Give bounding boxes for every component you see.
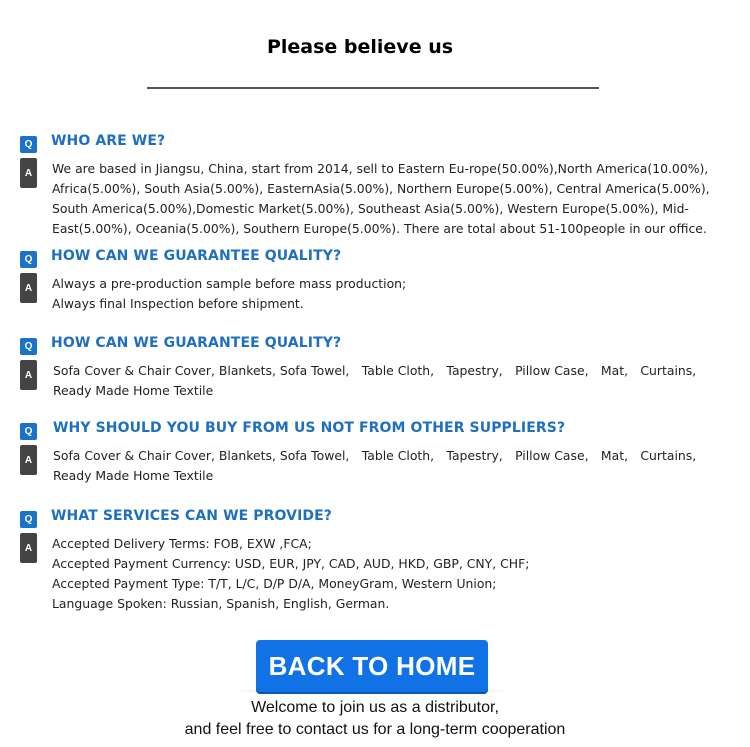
faq-answer [52, 534, 732, 614]
answer-line: South America(5.00%),Domestic Market(5.00%), Southeast Asia(5.00%), Western Europe(5.00%), Mid- [52, 201, 689, 216]
answer-line: Language Spoken: Russian, Spanish, English, German. [52, 596, 390, 611]
answer-badge: A [20, 273, 37, 303]
page-title: Please believe us [266, 36, 454, 58]
question-badge: Q [20, 136, 37, 153]
answer-line: East(5.00%), Oceania(5.00%), Southern Europe(5.00%). There are total about 51-100people in our office. [52, 221, 707, 236]
faq-question: WHY SHOULD YOU BUY FROM US NOT FROM OTHER SUPPLIERS? [53, 420, 566, 436]
faq-answer [53, 361, 733, 401]
answer-line: Africa(5.00%), South Asia(5.00%), EasternAsia(5.00%), Northern Europe(5.00%), Central America(5.00%), [52, 181, 710, 196]
faq-question: HOW CAN WE GUARANTEE QUALITY? [51, 248, 342, 264]
footer-line-2: and feel free to contact us for a long-term cooperation [184, 721, 566, 738]
question-badge: Q [20, 511, 37, 528]
qa-badges [20, 136, 37, 188]
footer-line-1: Welcome to join us as a distributor, [251, 699, 499, 716]
qa-badges [20, 511, 37, 563]
answer-line: Accepted Payment Currency: USD, EUR, JPY, CAD, AUD, HKD, GBP, CNY, CHF; [52, 556, 530, 571]
answer-badge: A [20, 360, 37, 390]
answer-line: Ready Made Home Textile [53, 468, 214, 483]
answer-badge: A [20, 445, 37, 475]
answer-line: Sofa Cover & Chair Cover, Blankets, Sofa Towel, Table Cloth, Tapestry, Pillow Case, Mat, Curtains, [53, 448, 697, 463]
answer-line: Always final Inspection before shipment. [52, 296, 304, 311]
qa-badges [20, 251, 37, 303]
answer-line: Accepted Delivery Terms: FOB, EXW ,FCA; [52, 536, 312, 551]
faq-answer [53, 446, 733, 486]
answer-line: Sofa Cover & Chair Cover, Blankets, Sofa Towel, Table Cloth, Tapestry, Pillow Case, Mat, Curtains, [53, 363, 697, 378]
answer-line: Accepted Payment Type: T/T, L/C, D/P D/A, MoneyGram, Western Union; [52, 576, 497, 591]
qa-badges [20, 423, 37, 475]
faq-question: WHO ARE WE? [51, 133, 166, 149]
answer-line: Ready Made Home Textile [53, 383, 214, 398]
answer-badge: A [20, 533, 37, 563]
question-badge: Q [20, 423, 37, 440]
faq-question: WHAT SERVICES CAN WE PROVIDE? [51, 508, 332, 524]
faq-answer [52, 274, 732, 314]
question-badge: Q [20, 251, 37, 268]
faq-question: HOW CAN WE GUARANTEE QUALITY? [51, 335, 342, 351]
question-badge: Q [20, 338, 37, 355]
back-to-home-button[interactable]: BACK TO HOME [256, 640, 488, 692]
qa-badges [20, 338, 37, 390]
title-divider [147, 87, 599, 89]
faq-answer [52, 159, 732, 239]
answer-line: Always a pre-production sample before mass production; [52, 276, 407, 291]
answer-badge: A [20, 158, 37, 188]
answer-line: We are based in Jiangsu, China, start from 2014, sell to Eastern Eu-rope(50.00%),North America(10.00%), [52, 161, 709, 176]
